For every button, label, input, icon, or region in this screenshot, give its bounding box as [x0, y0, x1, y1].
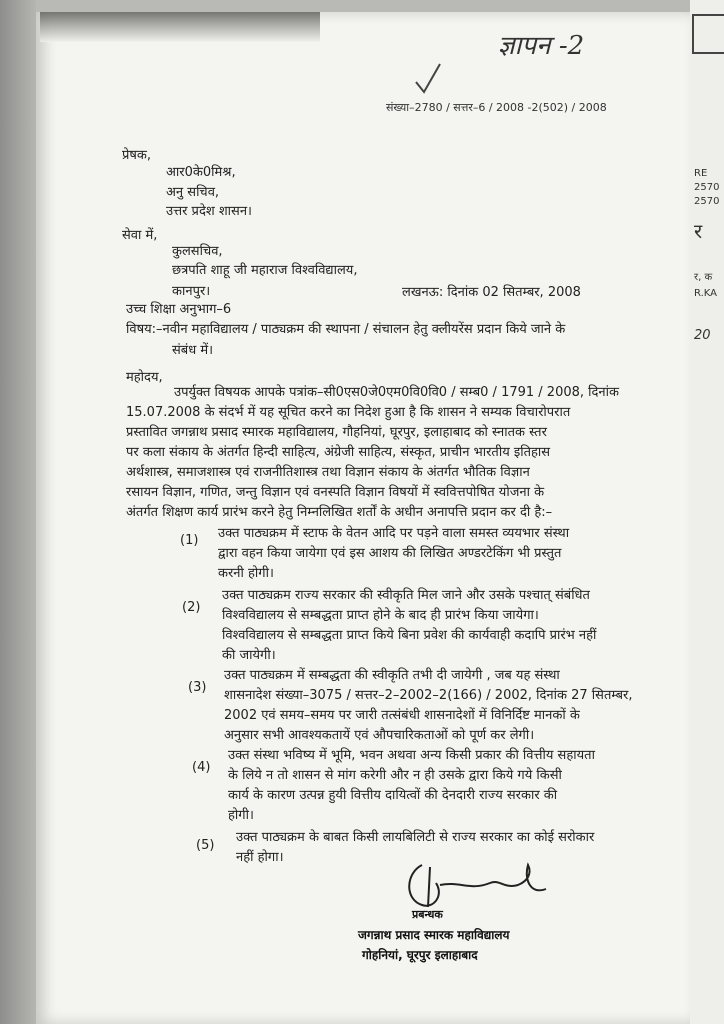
handwritten-tick-mark	[410, 58, 450, 98]
underlying-text-1: RE	[694, 168, 708, 179]
underlying-box	[692, 14, 724, 54]
condition-5-line-1: उक्त पाठ्यक्रम के बाबत किसी लायबिलिटी से राज्य सरकार का कोई सरोकार	[236, 830, 595, 845]
underlying-sheet	[690, 0, 724, 1024]
body-line-1: उपर्युक्त विषयक आपके पत्रांक–सी0एस0जे0एम0वि0वि0 / सम्ब0 / 1791 / 2008, दिनांक	[174, 385, 619, 400]
body-line-7: अंतर्गत शिक्षण कार्य प्रारंभ करने हेतु निम्नलिखित शर्तों के अधीन अनापत्ति प्रदान कर दी है:–	[126, 505, 553, 520]
department-name: उच्च शिक्षा अनुभाग–6	[126, 302, 232, 317]
sender-label: प्रेषक,	[122, 148, 152, 163]
recipient-title: कुलसचिव,	[172, 244, 223, 259]
body-line-5: अर्थशास्त्र, समाजशास्त्र एवं राजनीतिशास्त्र तथा विज्ञान संकाय के अंतर्गत भौतिक विज्ञान	[126, 465, 530, 480]
handwritten-margin-note: ज्ञापन -2	[498, 31, 585, 61]
underlying-text-6: R.KA	[694, 288, 717, 299]
sender-name: आर0के0मिश्र,	[166, 165, 236, 180]
condition-3-line-4: अनुसार सभी आवश्यकतायें एवं औपचारिकताओं को पूर्ण कर लेगी।	[224, 728, 535, 743]
condition-2-line-3: विश्वविद्यालय से सम्बद्धता प्राप्त किये बिना प्रवेश की कार्यवाही कदापि प्रारंभ नहीं	[222, 628, 597, 643]
body-line-3: प्रस्तावित जगन्नाथ प्रसाद स्मारक महाविद्यालय, गौहनियां, घूरपुर, इलाहाबाद को स्नातक स्तर	[126, 425, 547, 440]
condition-3-line-3: 2002 एवं समय–समय पर जारी तत्संबंधी शासनादेशों में विनिर्दिष्ट मानकों के	[224, 708, 580, 723]
stamp-designation: प्रबन्धक	[412, 908, 443, 921]
underlying-text-3: 2570	[694, 196, 720, 207]
condition-3-number: (3)	[188, 680, 207, 695]
underlying-text-4: र	[694, 219, 703, 243]
condition-1-number: (1)	[180, 533, 199, 548]
scan-left-border	[0, 0, 36, 1024]
condition-4-number: (4)	[192, 760, 211, 775]
body-line-4: पर कला संकाय के अंतर्गत हिन्दी साहित्य, अंग्रेजी साहित्य, संस्कृत, प्राचीन भारतीय इतिहास	[126, 445, 551, 460]
handwritten-signature	[400, 855, 560, 915]
salutation: महोदय,	[126, 370, 163, 385]
stamp-college-address: गोहनियां, घूरपुर इलाहाबाद	[362, 948, 478, 962]
condition-1-line-1: उक्त पाठ्यक्रम में स्टाफ के वेतन आदि पर पड़ने वाला समस्त व्ययभार संस्था	[218, 526, 570, 541]
condition-4-line-1: उक्त संस्था भविष्य में भूमि, भवन अथवा अन्य किसी प्रकार की वित्तीय सहायता	[228, 748, 595, 763]
condition-4-line-3: कार्य के कारण उत्पन्न हुयी वित्तीय दायित्वों की देनदारी राज्य सरकार की	[228, 788, 558, 803]
condition-2-line-4: की जायेगी।	[222, 648, 276, 663]
condition-5-line-2: नहीं होगा।	[236, 850, 284, 865]
recipient-city: कानपुर।	[172, 284, 211, 299]
subject-line-1: विषय:–नवीन महाविद्यालय / पाठ्यक्रम की स्थापना / संचालन हेतु क्लीयरेंस प्रदान किये जाने के	[126, 322, 566, 337]
condition-3-line-2: शासनादेश संख्या–3075 / सत्तर–2–2002–2(166) / 2002, दिनांक 27 सितम्बर,	[224, 688, 633, 703]
condition-3-line-1: उक्त पाठ्यक्रम में सम्बद्धता की स्वीकृति तभी दी जायेगी , जब यह संस्था	[224, 668, 560, 683]
condition-2-number: (2)	[182, 600, 201, 615]
condition-4-line-4: होगी।	[228, 808, 254, 823]
recipient-label: सेवा में,	[122, 228, 158, 243]
condition-4-line-2: के लिये न तो शासन से मांग करेगी और न ही उसके द्वारा किये गये किसी	[228, 768, 562, 783]
subject-line-2: संबंध में।	[172, 343, 214, 358]
recipient-university: छत्रपति शाहू जी महाराज विश्वविद्यालय,	[172, 263, 358, 278]
condition-1-line-2: द्वारा वहन किया जायेगा एवं इस आशय की लिखित अण्डरटेकिंग भी प्रस्तुत	[218, 546, 562, 561]
body-line-2: 15.07.2008 के संदर्भ में यह सूचित करने का निदेश हुआ है कि शासन ने सम्यक विचारोपरात	[126, 405, 571, 420]
condition-5-number: (5)	[196, 838, 215, 853]
condition-1-line-3: करनी होगी।	[218, 566, 274, 581]
sender-office: उत्तर प्रदेश शासन।	[166, 204, 252, 219]
scan-top-shadow	[40, 12, 320, 42]
place-date: लखनऊ: दिनांक 02 सितम्बर, 2008	[402, 285, 581, 300]
body-line-6: रसायन विज्ञान, गणित, जन्तु विज्ञान एवं वनस्पति विज्ञान विषयों में स्ववित्तपोषित योजना के	[126, 485, 545, 500]
underlying-text-5: र, क	[694, 272, 713, 283]
condition-2-line-1: उक्त पाठ्यक्रम राज्य सरकार की स्वीकृति मिल जाने और उसके पश्चात् संबंधित	[222, 588, 590, 603]
underlying-text-2: 2570	[694, 182, 720, 193]
reference-number: संख्या–2780 / सत्तर–6 / 2008 -2(502) / 2008	[386, 101, 607, 114]
underlying-text-7: 20	[694, 328, 711, 343]
condition-2-line-2: विश्वविद्यालय से सम्बद्धता प्राप्त होने के बाद ही प्रारंभ किया जायेगा।	[222, 608, 539, 623]
stamp-college-name: जगन्नाथ प्रसाद स्मारक महाविद्यालय	[358, 928, 510, 942]
sender-designation: अनु सचिव,	[166, 185, 220, 200]
